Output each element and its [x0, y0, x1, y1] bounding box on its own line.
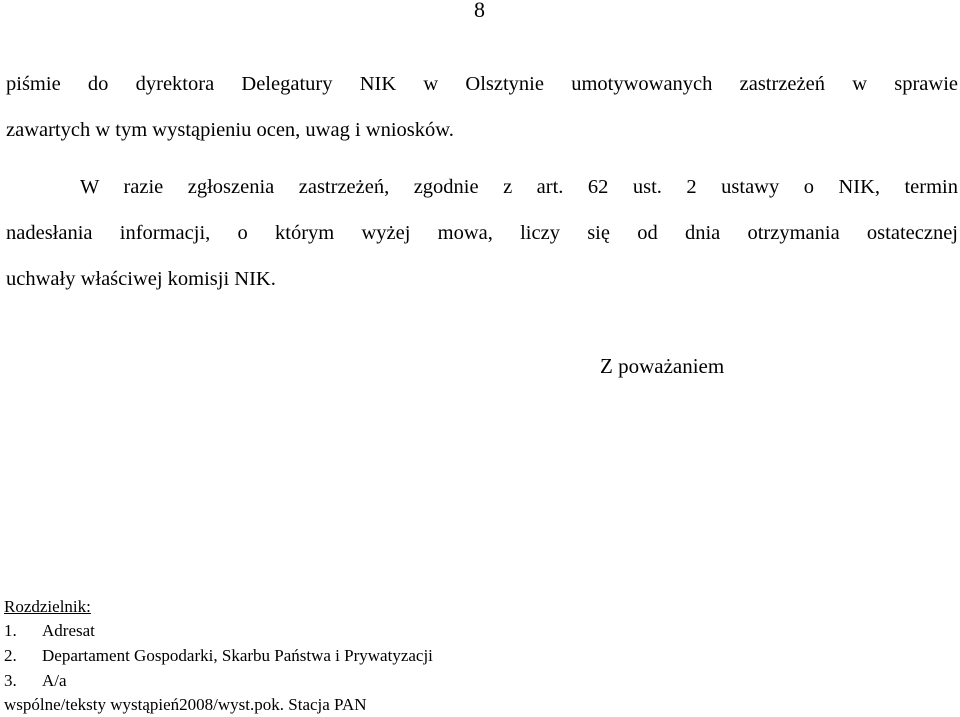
paragraph-2-line-2: nadesłania informacji, o którym wyżej mowa, liczy się od dnia otrzymania ostatecznej — [6, 222, 958, 244]
item-number: 1. — [4, 621, 17, 640]
item-text: Adresat — [42, 621, 95, 640]
item-number: 3. — [4, 671, 17, 690]
paragraph-1-line-1: piśmie do dyrektora Delegatury NIK w Olsztynie umotywowanych zastrzeżeń w sprawie — [6, 73, 958, 95]
file-path: wspólne/teksty wystąpień2008/wyst.pok. Stacja PAN — [4, 695, 367, 714]
distribution-item — [4, 621, 95, 641]
item-text: A/a — [42, 671, 67, 690]
distribution-title: Rozdzielnik: — [4, 597, 91, 616]
distribution-item — [4, 646, 433, 666]
closing-salutation: Z poważaniem — [600, 354, 725, 378]
distribution-item — [4, 671, 67, 691]
item-text: Departament Gospodarki, Skarbu Państwa i Prywatyzacji — [42, 646, 433, 665]
paragraph-1-line-2: zawartych w tym wystąpieniu ocen, uwag i wniosków. — [6, 119, 454, 141]
paragraph-2-line-3: uchwały właściwej komisji NIK. — [6, 268, 276, 290]
item-number: 2. — [4, 646, 17, 665]
paragraph-2-line-1: W razie zgłoszenia zastrzeżeń, zgodnie z art. 62 ust. 2 ustawy o NIK, termin — [80, 176, 958, 198]
page-number: 8 — [474, 0, 485, 22]
